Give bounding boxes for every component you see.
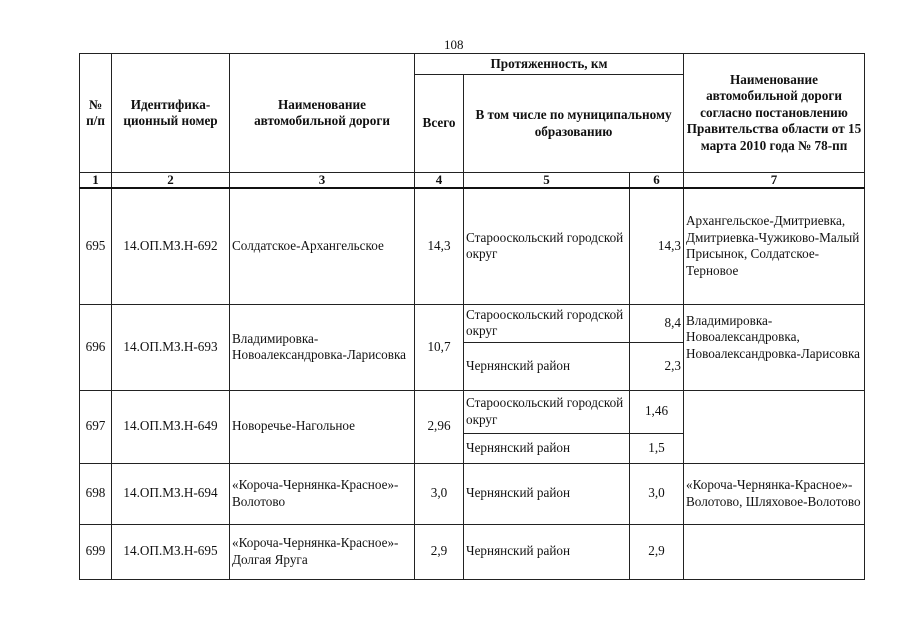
row-municipality: Старооскольский городской округ: [464, 188, 630, 304]
row-road-name: Солдатское-Архангельское: [230, 188, 415, 304]
header-id: Идентифика-ционный номер: [112, 54, 230, 173]
row-num: 699: [80, 524, 112, 579]
row-km: 2,3: [630, 342, 684, 390]
column-number: 1: [80, 173, 112, 189]
row-total: 2,96: [415, 390, 464, 463]
page-number: 108: [444, 37, 464, 52]
row-id: 14.ОП.МЗ.Н-695: [112, 524, 230, 579]
row-total: 10,7: [415, 304, 464, 390]
column-number: 6: [630, 173, 684, 189]
row-km: 1,46: [630, 390, 684, 433]
column-number: 4: [415, 173, 464, 189]
row-km: 14,3: [630, 188, 684, 304]
column-number-row: [80, 173, 865, 189]
row-id: 14.ОП.МЗ.Н-694: [112, 463, 230, 524]
row-id: 14.ОП.МЗ.Н-649: [112, 390, 230, 463]
row-total: 14,3: [415, 188, 464, 304]
table-row: [80, 390, 865, 433]
row-km: 2,9: [630, 524, 684, 579]
header-municipal: В том числе по муниципальному образованию: [464, 75, 684, 173]
row-km: 1,5: [630, 433, 684, 463]
table-row: [80, 304, 865, 342]
row-municipality: Чернянский район: [464, 433, 630, 463]
row-id: 14.ОП.МЗ.Н-693: [112, 304, 230, 390]
header-num: № п/п: [80, 54, 112, 173]
row-num: 695: [80, 188, 112, 304]
column-number: 7: [684, 173, 865, 189]
row-municipality: Чернянский район: [464, 524, 630, 579]
row-km: 8,4: [630, 304, 684, 342]
row-municipality: Чернянский район: [464, 463, 630, 524]
row-road-name: «Короча-Чернянка-Красное»-Долгая Яруга: [230, 524, 415, 579]
row-km: 3,0: [630, 463, 684, 524]
row-municipality: Старооскольский городской округ: [464, 304, 630, 342]
column-number: 3: [230, 173, 415, 189]
row-road-name: Владимировка-Новоалександровка-Ларисовка: [230, 304, 415, 390]
header-gov-name: Наименование автомобильной дороги согласно постановлению Правительства области от 15 марта 2010 года № 78-пп: [684, 54, 865, 173]
row-num: 696: [80, 304, 112, 390]
row-gov-name: «Короча-Чернянка-Красное»-Волотово, Шляховое-Волотово: [684, 463, 865, 524]
row-municipality: Чернянский район: [464, 342, 630, 390]
header-name: Наименование автомобильной дороги: [230, 54, 415, 173]
column-number: 5: [464, 173, 630, 189]
table-row: [80, 188, 865, 304]
row-road-name: Новоречье-Нагольное: [230, 390, 415, 463]
row-num: 697: [80, 390, 112, 463]
roads-table: [79, 53, 865, 580]
row-num: 698: [80, 463, 112, 524]
row-total: 2,9: [415, 524, 464, 579]
header-length-group: Протяженность, км: [415, 54, 684, 75]
row-gov-name: Архангельское-Дмитриевка, Дмитриевка-Чужиково-Малый Присынок, Солдатское-Терновое: [684, 188, 865, 304]
row-gov-name: [684, 390, 865, 463]
row-road-name: «Короча-Чернянка-Красное»-Волотово: [230, 463, 415, 524]
row-gov-name: Владимировка-Новоалександровка, Новоалександровка-Ларисовка: [684, 304, 865, 390]
row-gov-name: [684, 524, 865, 579]
table-row: [80, 463, 865, 524]
row-total: 3,0: [415, 463, 464, 524]
column-number: 2: [112, 173, 230, 189]
table-row: [80, 524, 865, 579]
row-municipality: Старооскольский городской округ: [464, 390, 630, 433]
row-id: 14.ОП.МЗ.Н-692: [112, 188, 230, 304]
header-total: Всего: [415, 75, 464, 173]
